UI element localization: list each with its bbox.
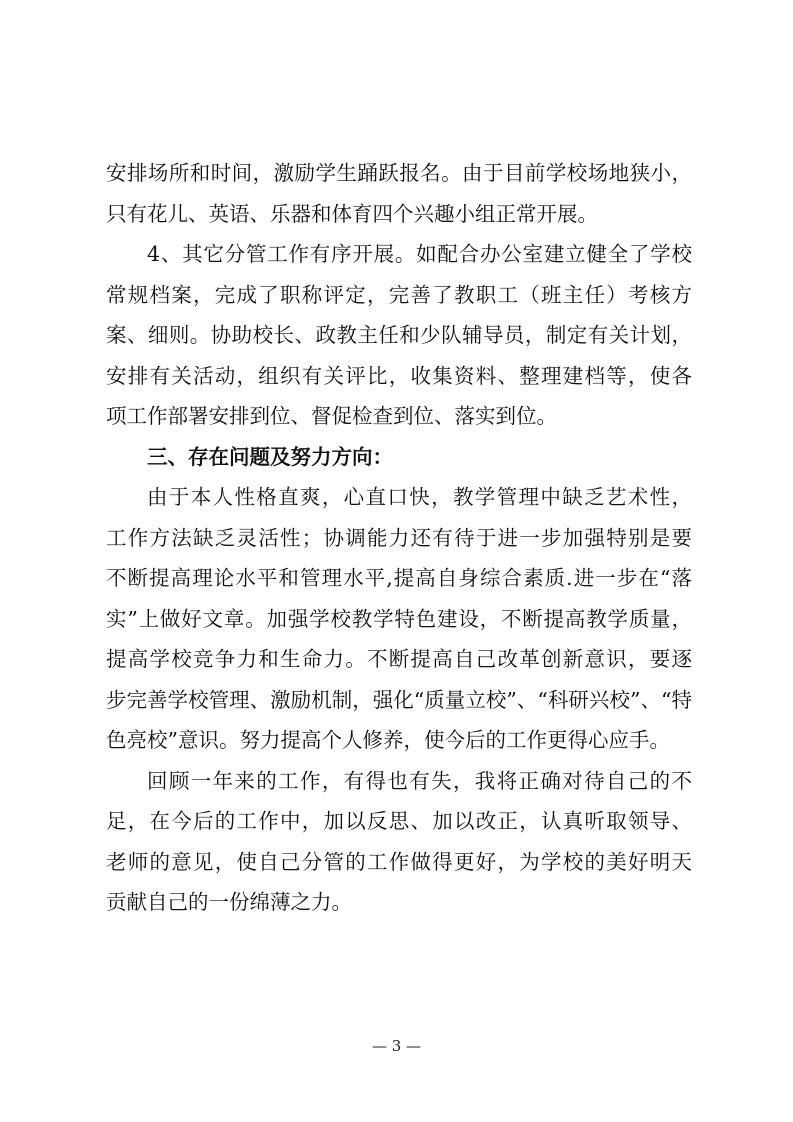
section-heading-problems bbox=[106, 437, 692, 478]
text-line: 贡献自己的一份绵薄之力。 bbox=[106, 890, 352, 914]
text-line: 足，在今后的工作中，加以反思、加以改正，认真听取领导、 bbox=[106, 809, 692, 833]
paragraph-review bbox=[106, 761, 692, 923]
text-line: 提高学校竞争力和生命力。不断提高自己改革创新意识，要逐 bbox=[106, 647, 692, 671]
text-line: 不断提高理论水平和管理水平,提高自身综合素质.进一步在“落 bbox=[106, 566, 692, 590]
text-line: 只有花儿、英语、乐器和体育四个兴趣小组正常开展。 bbox=[106, 201, 598, 226]
section-heading: 三、存在问题及努力方向： bbox=[147, 444, 393, 469]
paragraph-activities-continued bbox=[106, 153, 692, 234]
text-line: 色亮校”意识。努力提高个人修养，使今后的工作更得心应手。 bbox=[106, 728, 670, 752]
text-line: 由于本人性格直爽，心直口快，教学管理中缺乏艺术性， bbox=[147, 485, 692, 509]
paragraph-other-work bbox=[106, 234, 692, 437]
text-line: 案、细则。协助校长、政教主任和少队辅导员，制定有关计划， bbox=[106, 323, 692, 347]
text-line: 项工作部署安排到位、督促检查到位、落实到位。 bbox=[106, 404, 557, 428]
text-line: 实”上做好文章。加强学校教学特色建设，不断提高教学质量， bbox=[106, 606, 692, 631]
page-number: — 3 — bbox=[371, 1037, 422, 1055]
paragraph-problems bbox=[106, 477, 692, 761]
document-body bbox=[106, 153, 692, 923]
text-line: 安排场所和时间，激励学生踊跃报名。由于目前学校场地狭小， bbox=[106, 161, 692, 185]
text-line: 4、其它分管工作有序开展。如配合办公室建立健全了学校 bbox=[147, 242, 692, 266]
text-line: 步完善学校管理、激励机制，强化“质量立校”、“科研兴校”、“特 bbox=[106, 687, 692, 712]
text-line: 老师的意见，使自己分管的工作做得更好，为学校的美好明天 bbox=[106, 849, 692, 874]
text-line: 回顾一年来的工作，有得也有失，我将正确对待自己的不 bbox=[147, 768, 692, 793]
text-line: 工作方法缺乏灵活性；协调能力还有待于进一步加强特别是要 bbox=[106, 525, 692, 550]
text-line: 常规档案，完成了职称评定，完善了教职工（班主任）考核方 bbox=[106, 282, 692, 307]
text-line: 安排有关活动，组织有关评比，收集资料、整理建档等，使各 bbox=[106, 363, 692, 388]
